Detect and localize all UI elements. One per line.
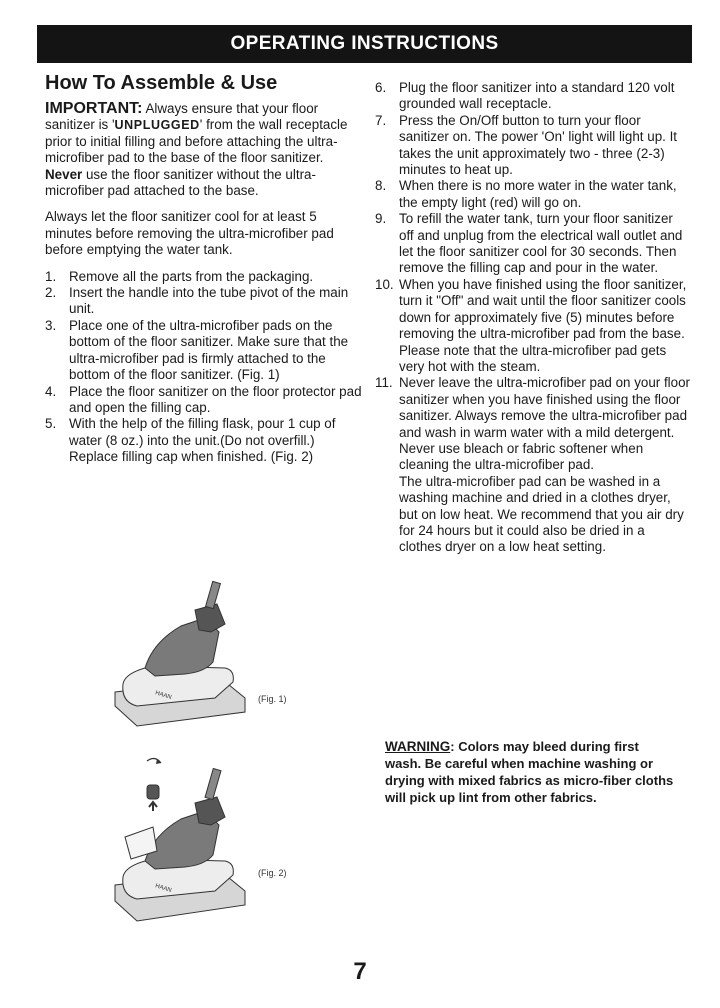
important-lead: IMPORTANT:: [45, 100, 143, 117]
step-number: 8.: [375, 178, 387, 194]
step-number: 4.: [45, 383, 57, 399]
list-item: [375, 375, 690, 555]
step-text: Insert the handle into the tube pivot of the main unit.: [69, 285, 349, 317]
right-column: [375, 80, 690, 556]
list-item: [375, 80, 690, 113]
step-number: 1.: [45, 268, 57, 284]
left-column: [45, 72, 363, 466]
right-steps-list: [375, 80, 690, 556]
list-item: [375, 211, 690, 277]
header-bar: [37, 25, 692, 63]
step-text: With the help of the filling flask, pour 1 cup of water (8 oz.) into the unit.(Do not overfill.) Replace filling cap when finished. (Fig. 2): [69, 416, 336, 465]
step-text: Place the floor sanitizer on the floor protector pad and open the filling cap.: [69, 383, 362, 415]
warning-label: WARNING: [385, 739, 451, 754]
step-extra-text: The ultra-microfiber pad can be washed in a washing machine and dried in a clothes dryer, but on low heat. We recommend that you air dry for 24 hours but it could also be dried in a clothes dryer on a low heat setting.: [399, 473, 684, 555]
list-item: [375, 178, 690, 211]
sanitizer-handle: [205, 768, 221, 799]
step-text: When there is no more water in the water tank, the empty light (red) will go on.: [399, 178, 677, 210]
important-paragraph: [45, 101, 363, 199]
step-text: Remove all the parts from the packaging.: [69, 268, 314, 284]
list-item: [45, 269, 363, 285]
step-text: When you have finished using the floor sanitizer, turn it "Off" and wait until the floor sanitizer cools down for approximately five (5) minutes before removing the ultra-microfiber pad from the base. Please note that the ultra-microfiber pad gets very hot with the steam.: [399, 276, 687, 374]
never-emphasis: Never: [45, 166, 83, 182]
list-item: [45, 318, 363, 384]
header-title: OPERATING INSTRUCTIONS: [230, 33, 499, 54]
warning-text: : Colors may bleed during first wash. Be careful when machine washing or drying with mixed fabrics as micro-fiber cloths will pick up lint from other fabrics.: [385, 739, 674, 805]
sanitizer-pivot: [195, 797, 225, 825]
fig2-caption: (Fig. 2): [258, 868, 287, 878]
fig2-illustration: [95, 755, 260, 925]
step-number: 10.: [375, 276, 394, 292]
page-number: 7: [353, 958, 367, 985]
list-item: [45, 384, 363, 417]
step-text: Place one of the ultra-microfiber pads on the bottom of the floor sanitizer. Make sure that the ultra-microfiber pad is firmly attached to the bottom of the floor sanitizer. (Fig. 1): [69, 317, 349, 383]
step-number: 3.: [45, 317, 57, 333]
step-number: 2.: [45, 285, 57, 301]
step-text: Press the On/Off button to turn your floor sanitizer on. The power 'On' light will light up. It takes the unit approximately two - three (2-3) minutes to heat up.: [399, 112, 678, 178]
step-text: Never leave the ultra-microfiber pad on your floor sanitizer when you have finished using the floor sanitizer. Always remove the ultra-microfiber pad and wash in warm water with a mild detergent. Never use bleach or fabric softener when cleaning the ultra-microfiber pad.: [399, 375, 691, 473]
list-item: [375, 113, 690, 179]
list-item: [375, 277, 690, 375]
filling-cap: [147, 785, 159, 799]
list-item: [45, 416, 363, 465]
step-number: 7.: [375, 112, 387, 128]
step-text: To refill the water tank, turn your floor sanitizer off and unplug from the electrical wall outlet and let the floor sanitizer cool for 30 seconds. Then remove the filling cap and pour in the water.: [399, 211, 683, 276]
important-text-3: use the floor sanitizer without the ultra-microfiber pad attached to the base.: [45, 166, 316, 199]
step-text: Plug the floor sanitizer into a standard 120 volt grounded wall receptacle.: [399, 80, 675, 112]
important-text-1: Always ensure that your floor sanitizer is ': [45, 101, 319, 133]
step-number: 5.: [45, 416, 57, 432]
cool-note: Always let the floor sanitizer cool for at least 5 minutes before removing the ultra-microfiber pad before emptying the water tank.: [45, 209, 334, 258]
fig1-illustration: [95, 580, 255, 730]
section-title: How To Assemble & Use: [45, 72, 278, 94]
fig1-caption: (Fig. 1): [258, 694, 287, 704]
sanitizer-pivot: [195, 604, 225, 632]
warning-note: [385, 738, 675, 806]
sanitizer-handle: [206, 581, 221, 608]
unplugged-emphasis: UNPLUGGED: [114, 118, 200, 133]
list-item: [45, 285, 363, 318]
fig1-brand: HAAN: [154, 690, 173, 702]
fig2-brand: HAAN: [154, 883, 173, 895]
left-steps-list: [45, 269, 363, 466]
step-number: 9.: [375, 211, 387, 227]
up-arrow-icon: [149, 802, 157, 811]
step-number: 11.: [375, 375, 393, 391]
step-number: 6.: [375, 80, 387, 95]
important-text-2: ' from the wall receptacle prior to initial filling and before attaching the ultra-microfiber pad to the base of the floor sanitizer.: [45, 117, 348, 166]
